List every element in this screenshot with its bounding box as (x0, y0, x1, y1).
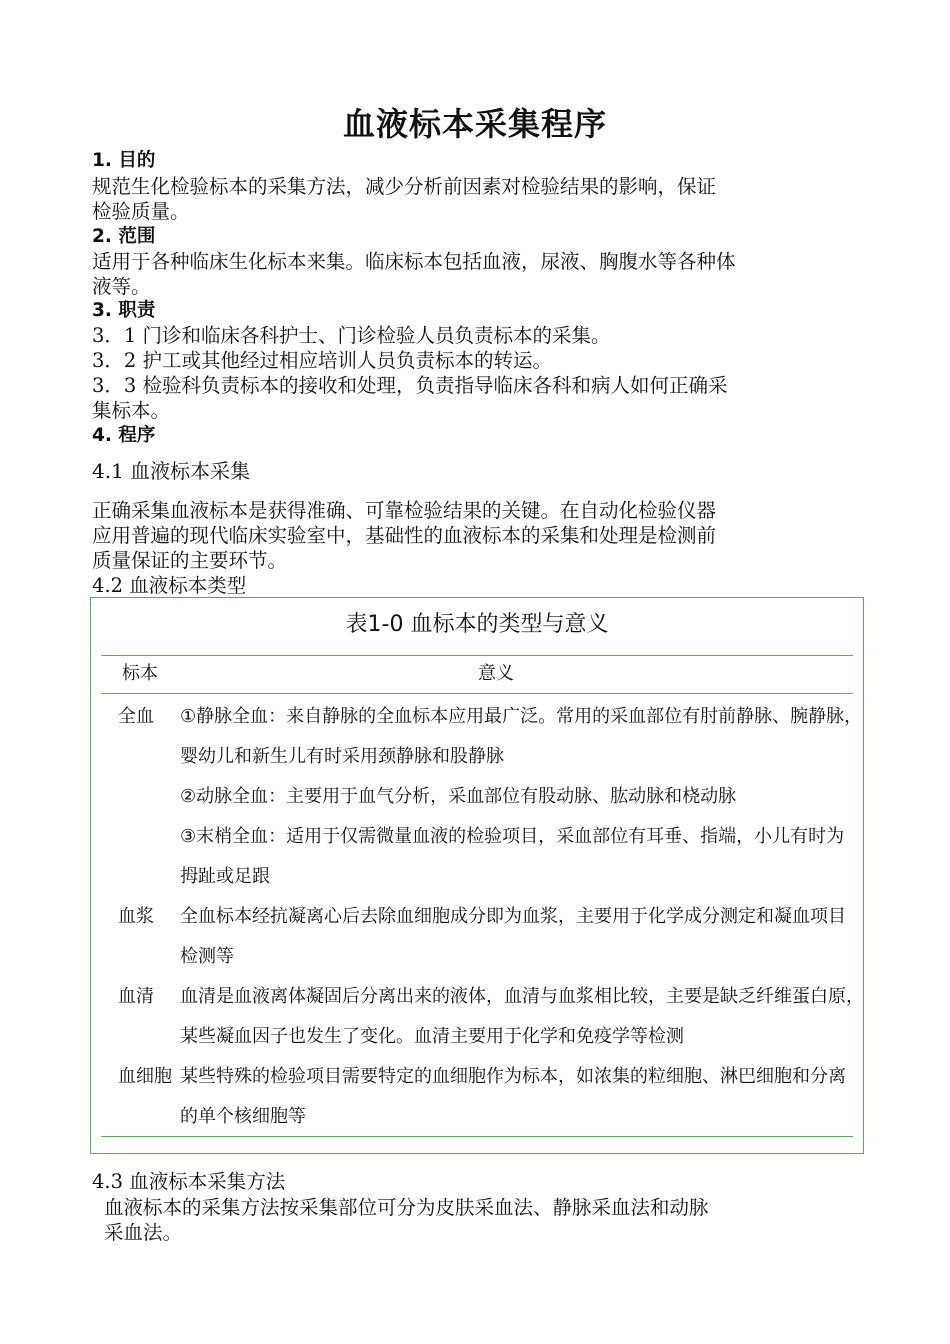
section-4-text: 应用普遍的现代临床实验室中，基础性的血液标本的采集和处理是检测前 (92, 524, 717, 547)
section-3-text: 3．3 检验科负责标本的接收和处理，负责指导临床各科和病人如何正确采 (92, 374, 728, 397)
subsection-4-2: 4.2 血液标本类型 (92, 574, 247, 597)
table-cell-text: 血清是血液离体凝固后分离出来的液体，血清与血浆相比较，主要是缺乏纤维蛋白原， (180, 986, 864, 1007)
section-4-text: 正确采集血液标本是获得准确、可靠检验结果的关键。在自动化检验仪器 (92, 499, 717, 522)
table-cell-text: 全血标本经抗凝离心后去除血细胞成分即为血浆，主要用于化学成分测定和凝血项目 (180, 906, 846, 927)
section-1-heading: 1. 目的 (92, 150, 156, 171)
section-3-text: 3．1 门诊和临床各科护士、门诊检验人员负责标本的采集。 (92, 324, 611, 347)
subsection-4-3: 4.3 血液标本采集方法 (92, 1170, 286, 1193)
section-3-text: 3．2 护工或其他经过相应培训人员负责标本的转运。 (92, 349, 553, 372)
table-cell-text: 某些特殊的检验项目需要特定的血细胞作为标本，如浓集的粒细胞、淋巴细胞和分离 (180, 1066, 846, 1087)
table-row-label: 血清 (118, 986, 154, 1007)
section-2-text: 适用于各种临床生化标本来集。临床标本包括血液，尿液、胸腹水等各种体 (92, 250, 736, 273)
section-1-text: 规范生化检验标本的采集方法，减少分析前因素对检验结果的影响，保证 (92, 175, 717, 198)
table-row-label: 血浆 (118, 906, 154, 927)
table-cell-text: ①静脉全血：来自静脉的全血标本应用最广泛。常用的采血部位有肘前静脉、腕静脉， (180, 706, 863, 727)
table-header-meaning: 意义 (478, 663, 514, 684)
section-3-heading: 3. 职责 (92, 300, 156, 321)
table-cell-text: 的单个核细胞等 (180, 1106, 306, 1127)
table-cell-text: 婴幼儿和新生儿有时采用颈静脉和股静脉 (180, 746, 504, 767)
table-rule-header (101, 693, 853, 694)
table-rule-top (101, 655, 853, 656)
section-3-text: 集标本。 (92, 399, 171, 422)
section-1-text: 检验质量。 (92, 200, 190, 223)
table-cell-text: 检测等 (180, 946, 234, 967)
page-title: 血液标本采集程序 (342, 105, 607, 143)
table-cell-text: ②动脉全血：主要用于血气分析，采血部位有股动脉、肱动脉和桡动脉 (180, 786, 737, 807)
section-4-3-text: 血液标本的采集方法按采集部位可分为皮肤采血法、静脉采血法和动脉 (104, 1196, 709, 1219)
subsection-4-1: 4.1 血液标本采集 (92, 459, 251, 483)
section-4-3-text: 采血法。 (104, 1221, 183, 1244)
section-4-heading: 4. 程序 (92, 425, 156, 446)
section-2-text: 液等。 (92, 275, 151, 298)
section-4-text: 质量保证的主要环节。 (92, 549, 288, 572)
table-row-label: 血细胞 (118, 1066, 172, 1087)
table-row-label: 全血 (118, 706, 154, 727)
table-cell-text: 某些凝血因子也发生了变化。血清主要用于化学和免疫学等检测 (180, 1026, 684, 1047)
table-title: 表1-0 血标本的类型与意义 (345, 612, 609, 637)
table-cell-text: ③末梢全血：适用于仅需微量血液的检验项目，采血部位有耳垂、指端，小儿有时为 (180, 826, 845, 847)
section-2-heading: 2. 范围 (92, 226, 156, 247)
table-header-sample: 标本 (122, 663, 158, 684)
table-cell-text: 拇趾或足跟 (180, 866, 270, 887)
